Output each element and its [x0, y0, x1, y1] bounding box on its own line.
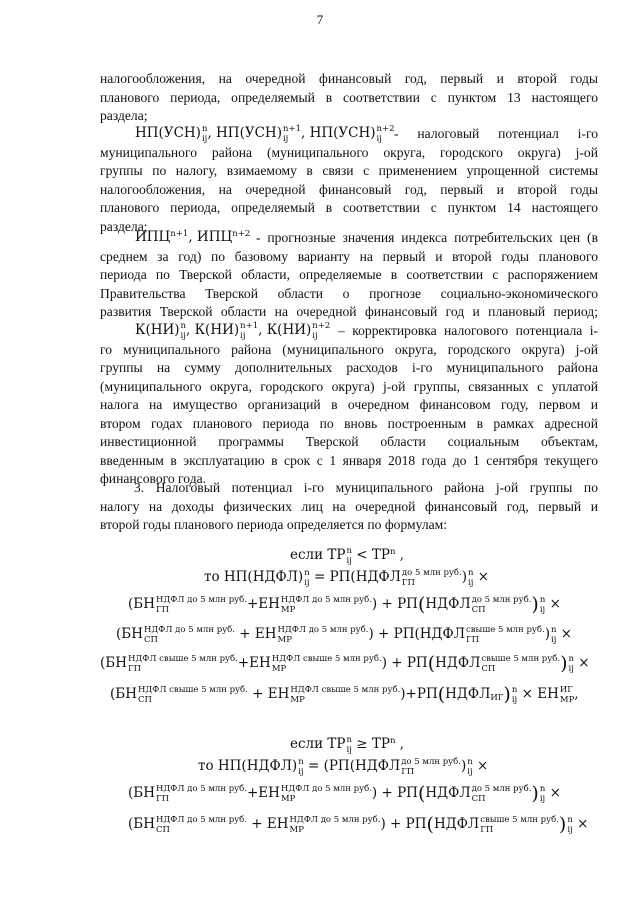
text-line: группы по налогу, взимаемому в связи с применением упрощенной системы	[100, 163, 598, 178]
text-line: введенным в эксплуатацию в срок с 1 января 2018 года до 1 сентября текущего	[100, 452, 598, 468]
body-text-block-1	[100, 70, 598, 126]
text-line: налогообложения, на очередной финансовый год, первый и второй годы	[100, 71, 598, 86]
formula-k-ni: К(НИ) n ij , К(НИ) n+1 ij , К(НИ) n+2 ij	[135, 320, 331, 341]
text-line: развития Тверской области на очередной финансовый год и плановый период;	[100, 304, 598, 319]
np-usn-desc	[394, 125, 598, 144]
ipc-desc	[256, 229, 598, 248]
k-ni-desc	[338, 322, 598, 341]
text-line: Правительства Тверской области о прогнозе социально-экономического	[100, 285, 598, 301]
text-line: инвестиционной программы Тверской области социальным объектам,	[100, 434, 598, 449]
text-line: второй годы планового периода определяется по формулам:	[100, 517, 448, 532]
text-line: раздела;	[100, 218, 148, 234]
body-text-block-2	[100, 144, 598, 237]
text-line: го муниципального района (муниципального округа, городского округа) j-ой	[100, 341, 598, 357]
formula-line-5: (БН НДФЛ свыше 5 млн руб. СП + ЕН НДФЛ свыше 5 млн руб. МР )$+РП(НДФЛ_{ИГ})$ n ij × ЕН ИГ МР ,	[110, 683, 579, 706]
body-text-block-3	[100, 248, 598, 322]
body-text-block-4	[100, 341, 598, 489]
text-line: раздела;	[100, 108, 148, 123]
text-line: (муниципального округа, городского округа) j-ой группы, связанных с уплатой	[100, 378, 598, 394]
formula-line-3: (БН НДФЛ до 5 млн руб. СП + ЕН НДФЛ до 5 млн руб. МР ) + РП(НДФЛ свыше 5 млн руб. ГП ) n ij ×	[116, 624, 573, 645]
text-line: налога на имущество организаций в очередном финансовом году, первом и	[100, 397, 598, 412]
text-line: муниципального района (муниципального округа, городского округа) j-ой	[100, 144, 598, 160]
formula-condition-1: если TP n ij < $TP^n$ ,	[290, 545, 405, 566]
text-line: группы на сумму дополнительных расходов i-го муниципального района	[100, 360, 598, 375]
formula-line-2: (БН НДФЛ до 5 млн руб. ГП +ЕН НДФЛ до 5 млн руб. МР ) + РП(НДФЛ до 5 млн руб. СП ) n ij ×	[128, 593, 561, 616]
formula-line-1: то НП(НДФЛ) n ij = РП(НДФЛ до 5 млн руб. ГП ) n ij ×	[204, 567, 490, 588]
text-line: – корректировка налогового потенциала i-	[338, 323, 598, 338]
formula-np-usn: НП(УСН) n ij , НП(УСН) n+1 ij , НП(УСН) n+2 ij	[135, 123, 395, 144]
text-line: планового периода, определяемый в соответствии с пунктом 13 настоящего	[100, 89, 598, 105]
text-line: налогу на доходы физических лиц на очередной финансовый год, первый и	[100, 498, 598, 514]
text-line: среднем за год) по базовому варианту на первый и второй годы планового	[100, 248, 598, 264]
formula-line-8: (БН НДФЛ до 5 млн руб. СП + ЕН НДФЛ до 5 млн руб. МР ) + РП(НДФЛ свыше 5 млн руб. ГП ) n ij ×	[128, 813, 589, 836]
text-line: периода по Тверской области, определяемые в соответствии с распоряжением	[100, 267, 598, 282]
formula-condition-2: если TP n ij ≥ $TP^n$ ,	[290, 734, 405, 755]
text-line: налогообложения, на очередной финансовый год, первый и второй годы	[100, 181, 598, 197]
text-line: втором годах планового периода по вновь построенным в рамках адресной	[100, 415, 598, 431]
text-line: 3. Налоговый потенциал i-го муниципального района j-ой группы по	[134, 480, 598, 495]
formula-ipc: $ИПЦ^{n+1}$, $ИПЦ^{n+2}$	[135, 229, 251, 245]
formula-line-6: то НП(НДФЛ) n ij = (РП(НДФЛ до 5 млн руб. ГП ) n ij ×	[198, 756, 489, 777]
text-line: - налоговый потенциал i-го	[394, 126, 598, 141]
text-line: финансового года.	[100, 471, 207, 486]
text-line: планового периода, определяемый в соответствии с пунктом 14 настоящего	[100, 200, 598, 215]
formula-line-7: (БН НДФЛ до 5 млн руб. ГП +ЕН НДФЛ до 5 млн руб. МР ) + РП(НДФЛ до 5 млн руб. СП ) n ij ×	[128, 782, 561, 805]
formula-line-4: (БН НДФЛ свыше 5 млн руб. ГП +ЕН НДФЛ свыше 5 млн руб. МР ) + РП(НДФЛ свыше 5 млн руб. СП ) n ij ×	[100, 652, 590, 675]
text-line: - прогнозные значения индекса потребительских цен (в	[256, 230, 598, 245]
page-number: 7	[316, 12, 324, 27]
body-text-block-5	[100, 479, 598, 535]
